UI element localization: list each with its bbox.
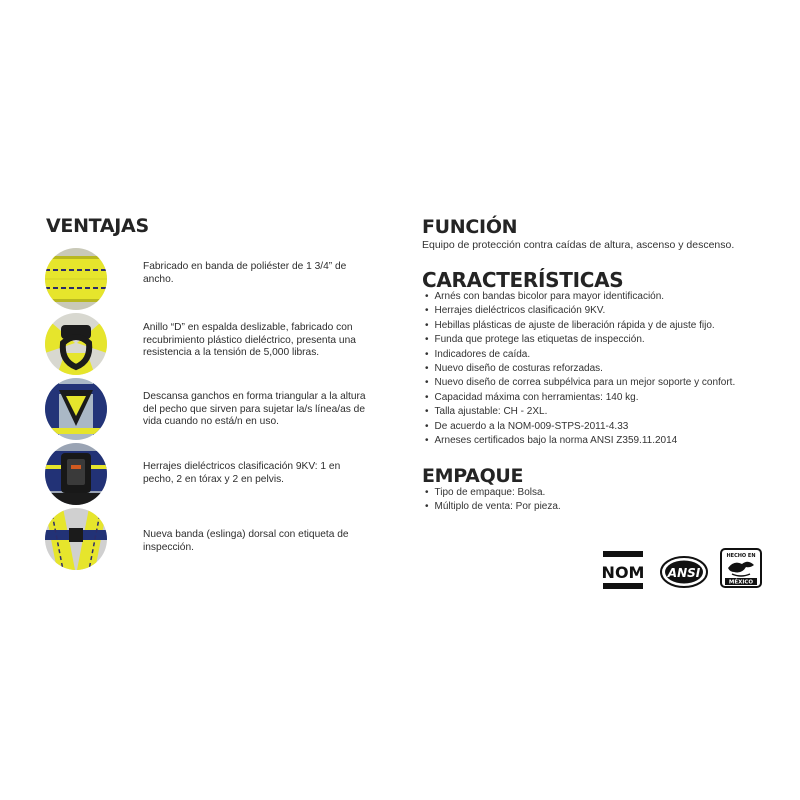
- list-item: • Herrajes dieléctricos clasificación 9KV.: [425, 304, 735, 318]
- funcion-description: Equipo de protección contra caídas de altura, ascenso y descenso.: [422, 239, 735, 251]
- list-item: • Funda que protege las etiquetas de inspección.: [425, 333, 735, 347]
- list-item: • Talla ajustable: CH - 2XL.: [425, 405, 735, 419]
- caracteristicas-list: [425, 290, 735, 448]
- list-item: • Capacidad máxima con herramientas: 140 kg.: [425, 391, 735, 405]
- dielectric-buckle-image: [45, 443, 107, 505]
- chest-triangle-image: [45, 378, 107, 440]
- list-item: • Múltiplo de venta: Por pieza.: [425, 500, 561, 514]
- list-item: • Nuevo diseño de costuras reforzadas.: [425, 362, 735, 376]
- ventaja-item: [45, 378, 375, 442]
- d-ring-image: [45, 313, 107, 375]
- polyester-strap-image: [45, 248, 107, 310]
- list-item: • Hebillas plásticas de ajuste de liberación rápida y de ajuste fijo.: [425, 319, 735, 333]
- hecho-en-text: HECHO EN: [726, 553, 756, 559]
- ansi-logo-text: ANSI: [667, 566, 701, 580]
- hecho-en-mexico-logo: [720, 548, 762, 588]
- ventaja-text: Nueva banda (eslinga) dorsal con etiqueta de inspección.: [143, 529, 349, 553]
- ventaja-item: [45, 443, 375, 507]
- funcion-heading: FUNCIÓN: [422, 216, 518, 238]
- ventaja-text: Fabricado en banda de poliéster de 1 3/4” de ancho.: [143, 261, 347, 285]
- nom-logo-text: NOM: [602, 563, 644, 582]
- ventaja-text: Descansa ganchos en forma triangular a la altura del pecho que sirven para sujetar la/s línea/as de vida cuando no está/n en uso.: [143, 391, 366, 428]
- empaque-list: [425, 486, 561, 515]
- ventaja-text: Anillo “D” en espalda deslizable, fabricado con recubrimiento plástico dieléctrico, presenta una resistencia a la tensión de 5,000 libras.: [143, 322, 356, 359]
- ventajas-heading: VENTAJAS: [46, 215, 149, 237]
- ventaja-item: [45, 508, 375, 572]
- ventaja-item: [45, 248, 375, 312]
- mexico-text: MÉXICO: [728, 579, 754, 586]
- empaque-heading: EMPAQUE: [422, 465, 524, 487]
- nom-logo: [602, 550, 644, 590]
- list-item: • Nuevo diseño de correa subpélvica para un mejor soporte y confort.: [425, 376, 735, 390]
- list-item: • Indicadores de caída.: [425, 348, 735, 362]
- caracteristicas-heading: CARACTERÍSTICAS: [422, 268, 624, 292]
- ventaja-text: Herrajes dieléctricos clasificación 9KV: 1 en pecho, 2 en tórax y 2 en pelvis.: [143, 461, 341, 485]
- ansi-logo: [660, 556, 708, 588]
- dorsal-strap-image: [45, 508, 107, 570]
- ventaja-item: [45, 313, 375, 377]
- list-item: • Arnés con bandas bicolor para mayor identificación.: [425, 290, 735, 304]
- list-item: • Tipo de empaque: Bolsa.: [425, 486, 561, 500]
- list-item: • De acuerdo a la NOM-009-STPS-2011-4.33: [425, 420, 735, 434]
- list-item: • Arneses certificados bajo la norma ANSI Z359.11.2014: [425, 434, 735, 448]
